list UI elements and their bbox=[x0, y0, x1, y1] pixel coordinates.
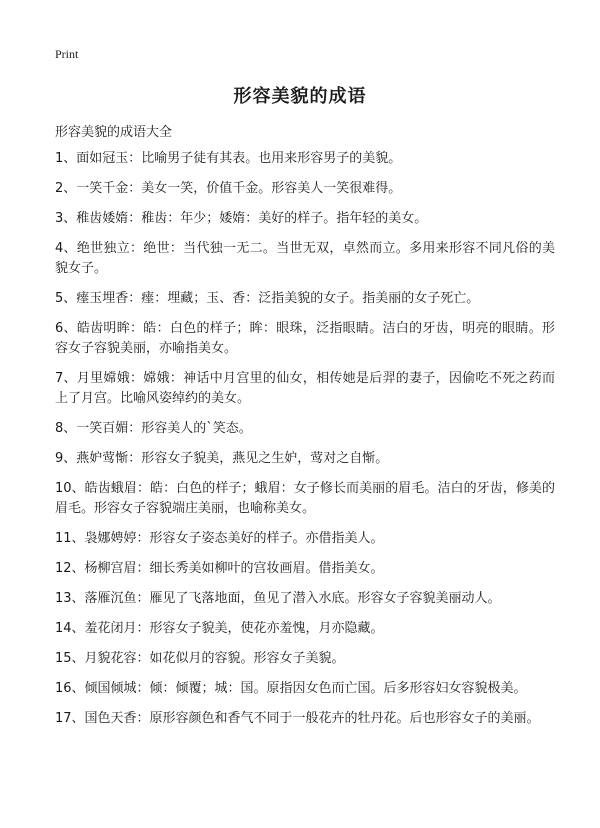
idiom-entry-1: 1、面如冠玉：比喻男子徒有其表。也用来形容男子的美貌。 bbox=[55, 151, 402, 166]
idiom-entry-2: 2、一笑千金：美女一笑，价值千金。形容美人一笑很难得。 bbox=[55, 181, 402, 196]
idiom-entry-12: 12、杨柳宫眉：细长秀美如柳叶的宫妆画眉。借指美女。 bbox=[55, 561, 384, 576]
idiom-entry-15: 15、月貌花容：如花似月的容貌。形容女子美貌。 bbox=[55, 651, 345, 666]
idiom-entry-14: 14、羞花闭月：形容女子貌美，使花亦羞愧，月亦隐藏。 bbox=[55, 621, 384, 636]
document-subtitle: 形容美貌的成语大全 bbox=[55, 125, 173, 140]
idiom-entry-5: 5、瘗玉埋香：瘗：埋藏；玉、香：泛指美貌的女子。指美丽的女子死亡。 bbox=[55, 291, 480, 306]
idiom-entry-7: 7、月里嫦娥：嫦娥：神话中月宫里的仙女，相传她是后羿的妻子，因偷吃不死之药而上了月宫。比喻风姿绰约的美女。 bbox=[55, 371, 555, 406]
idiom-entry-13: 13、落雁沉鱼：雁见了飞落地面，鱼见了潜入水底。形容女子容貌美丽动人。 bbox=[55, 591, 501, 606]
idiom-entry-17: 17、国色天香：原形容颜色和香气不同于一般花卉的牡丹花。后也形容女子的美丽。 bbox=[55, 711, 540, 726]
idiom-entry-9: 9、燕妒莺惭：形容女子貌美，燕见之生妒，莺对之自惭。 bbox=[55, 451, 389, 466]
idiom-entry-4: 4、绝世独立：绝世：当代独一无二。当世无双，卓然而立。多用来形容不同凡俗的美貌女子。 bbox=[55, 241, 555, 276]
idiom-entry-3: 3、稚齿婑媠：稚齿：年少；婑媠：美好的样子。指年轻的美女。 bbox=[55, 211, 428, 226]
idiom-entry-16: 16、倾国倾城：倾：倾覆；城：国。原指因女色而亡国。后多形容妇女容貌极美。 bbox=[55, 681, 527, 696]
print-label: Print bbox=[55, 47, 79, 61]
idiom-entry-8: 8、一笑百媚：形容美人的`笑态。 bbox=[55, 421, 252, 436]
idiom-list bbox=[55, 149, 555, 739]
idiom-entry-6: 6、皓齿明眸：皓：白色的样子；眸：眼珠，泛指眼睛。洁白的牙齿，明亮的眼睛。形容女子容貌美丽，亦喻指美女。 bbox=[55, 321, 555, 356]
idiom-entry-10: 10、皓齿蛾眉：皓：白色的样子；蛾眉：女子修长而美丽的眉毛。洁白的牙齿，修美的眉毛。形容女子容貌端庄美丽，也喻称美女。 bbox=[55, 481, 555, 516]
idiom-entry-11: 11、袅娜娉婷：形容女子姿态美好的样子。亦借指美人。 bbox=[55, 531, 384, 546]
document-title: 形容美貌的成语 bbox=[233, 86, 367, 107]
